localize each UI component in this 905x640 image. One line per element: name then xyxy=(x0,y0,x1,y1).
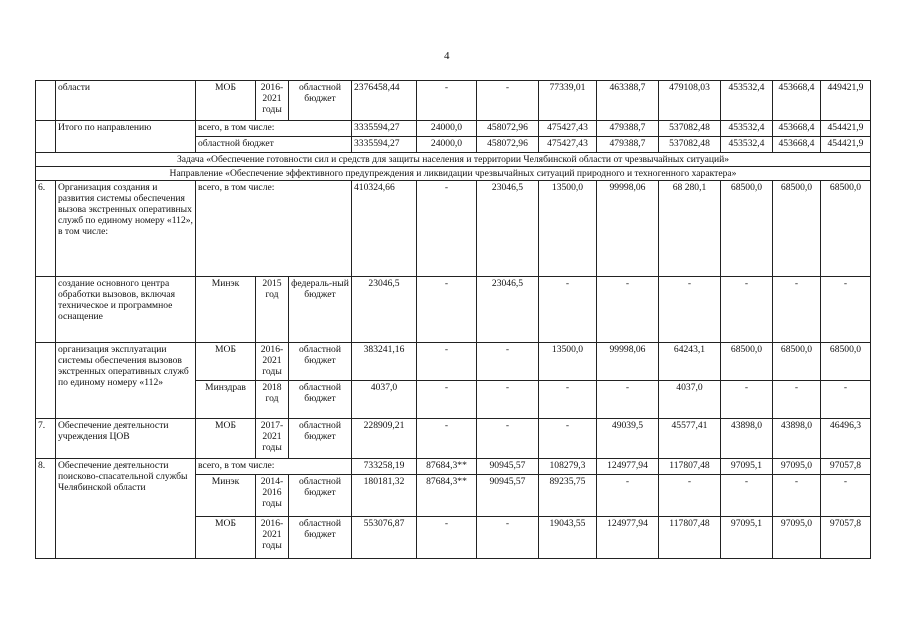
value-cell: - xyxy=(477,419,539,459)
row-name: создание основного центра обработки вызовов, включая техническое и программное оснащение xyxy=(56,277,196,343)
row-name: Итого по направлению xyxy=(56,121,196,153)
value-cell: - xyxy=(417,381,477,419)
value-cell: - xyxy=(821,277,871,343)
value-cell: 449421,9 xyxy=(821,81,871,121)
value-cell: - xyxy=(597,475,659,517)
value-cell: - xyxy=(539,277,597,343)
task-heading: Задача «Обеспечение готовности сил и средств для защиты населения и территории Челябинской области от чрезвычайных ситуаций» xyxy=(36,153,871,167)
value-cell: 453668,4 xyxy=(773,81,821,121)
value-cell: - xyxy=(773,475,821,517)
value-cell: - xyxy=(417,343,477,381)
row-name: Организация создания и развития системы обеспечения вызова экстренных оперативных служб по единому номеру «112», в том числе: xyxy=(56,181,196,277)
value-cell: - xyxy=(597,381,659,419)
funding-source: областной бюджет xyxy=(289,381,352,419)
value-cell: 19043,55 xyxy=(539,517,597,559)
value-cell: 68500,0 xyxy=(821,181,871,277)
value-cell: 453532,4 xyxy=(721,121,773,137)
value-cell: - xyxy=(417,277,477,343)
value-cell: 453668,4 xyxy=(773,121,821,137)
value-cell: 68500,0 xyxy=(821,343,871,381)
value-cell: 97095,0 xyxy=(773,459,821,475)
row-name: Обеспечение деятельности учреждения ЦОВ xyxy=(56,419,196,459)
value-cell: 43898,0 xyxy=(773,419,821,459)
value-cell: 24000,0 xyxy=(417,137,477,153)
value-cell: - xyxy=(417,517,477,559)
executor: Минэк xyxy=(196,277,256,343)
executor: МОБ xyxy=(196,419,256,459)
funding-label: всего, в том числе: xyxy=(196,181,352,277)
value-cell: - xyxy=(417,419,477,459)
value-cell: 68 280,1 xyxy=(659,181,721,277)
value-cell: 90945,57 xyxy=(477,475,539,517)
value-total: 383241,16 xyxy=(352,343,417,381)
value-total: 733258,19 xyxy=(352,459,417,475)
value-cell: 458072,96 xyxy=(477,137,539,153)
funding-source: областной бюджет xyxy=(289,81,352,121)
value-cell: 124977,94 xyxy=(597,517,659,559)
table-row xyxy=(36,343,871,381)
value-total: 410324,66 xyxy=(352,181,417,277)
value-cell: 68500,0 xyxy=(773,343,821,381)
value-cell: 475427,43 xyxy=(539,121,597,137)
direction-heading: Направление «Обеспечение эффективного предупреждения и ликвидации чрезвычайных ситуаций природного и техногенного характера» xyxy=(36,167,871,181)
executor: МОБ xyxy=(196,517,256,559)
value-cell: 13500,0 xyxy=(539,343,597,381)
value-total: 553076,87 xyxy=(352,517,417,559)
value-cell: 99998,06 xyxy=(597,181,659,277)
executor: МОБ xyxy=(196,81,256,121)
value-cell: 97095,0 xyxy=(773,517,821,559)
value-cell: - xyxy=(659,277,721,343)
value-cell: 46496,3 xyxy=(821,419,871,459)
value-cell: 458072,96 xyxy=(477,121,539,137)
value-cell: 454421,9 xyxy=(821,137,871,153)
years: 2017-2021 годы xyxy=(256,419,289,459)
value-total: 228909,21 xyxy=(352,419,417,459)
value-cell: 24000,0 xyxy=(417,121,477,137)
years: 2016-2021 годы xyxy=(256,343,289,381)
executor: Минздрав xyxy=(196,381,256,419)
row-name: области xyxy=(56,81,196,121)
value-cell: 90945,57 xyxy=(477,459,539,475)
value-cell: 537082,48 xyxy=(659,137,721,153)
value-cell: - xyxy=(597,277,659,343)
value-cell: - xyxy=(477,517,539,559)
page-number: 4 xyxy=(444,50,450,62)
value-cell: 453668,4 xyxy=(773,137,821,153)
value-cell: 97095,1 xyxy=(721,517,773,559)
value-cell: - xyxy=(417,181,477,277)
value-cell: - xyxy=(721,277,773,343)
value-total: 180181,32 xyxy=(352,475,417,517)
table-row xyxy=(36,121,871,137)
value-cell: 87684,3** xyxy=(417,459,477,475)
value-cell: 117807,48 xyxy=(659,459,721,475)
row-name: организация эксплуатации системы обеспечения вызовов экстренных оперативных служб по единому номеру «112» xyxy=(56,343,196,419)
value-cell: 45577,41 xyxy=(659,419,721,459)
funding-source: областной бюджет xyxy=(289,475,352,517)
years: 2018 год xyxy=(256,381,289,419)
value-cell: - xyxy=(821,475,871,517)
value-cell: 68500,0 xyxy=(773,181,821,277)
value-cell: - xyxy=(477,343,539,381)
value-cell: 97095,1 xyxy=(721,459,773,475)
value-cell: 117807,48 xyxy=(659,517,721,559)
value-total: 23046,5 xyxy=(352,277,417,343)
value-cell: - xyxy=(477,81,539,121)
funding-label: всего, в том числе: xyxy=(196,121,352,137)
direction-row xyxy=(36,167,871,181)
funding-source: областной бюджет xyxy=(289,419,352,459)
row-number xyxy=(36,81,56,121)
table-row xyxy=(36,459,871,475)
value-cell: 13500,0 xyxy=(539,181,597,277)
row-number: 7. xyxy=(36,419,56,459)
years: 2016-2021 годы xyxy=(256,81,289,121)
value-cell: 479388,7 xyxy=(597,121,659,137)
value-total: 3335594,27 xyxy=(352,137,417,153)
value-cell: 453532,4 xyxy=(721,81,773,121)
value-cell: 23046,5 xyxy=(477,277,539,343)
value-cell: 68500,0 xyxy=(721,343,773,381)
value-cell: - xyxy=(773,277,821,343)
row-number: 6. xyxy=(36,181,56,277)
value-cell: 97057,8 xyxy=(821,517,871,559)
value-cell: 49039,5 xyxy=(597,419,659,459)
row-number: 8. xyxy=(36,459,56,559)
value-cell: - xyxy=(539,381,597,419)
value-cell: 43898,0 xyxy=(721,419,773,459)
value-cell: 454421,9 xyxy=(821,121,871,137)
table-row xyxy=(36,81,871,121)
table-row xyxy=(36,419,871,459)
funding-source: федераль-ный бюджет xyxy=(289,277,352,343)
value-cell: - xyxy=(721,475,773,517)
table-row xyxy=(36,277,871,343)
value-cell: 4037,0 xyxy=(659,381,721,419)
value-cell: 475427,43 xyxy=(539,137,597,153)
value-cell: 87684,3** xyxy=(417,475,477,517)
funding-source: областной бюджет xyxy=(289,343,352,381)
executor: МОБ xyxy=(196,343,256,381)
value-cell: 23046,5 xyxy=(477,181,539,277)
value-total: 3335594,27 xyxy=(352,121,417,137)
executor: Минэк xyxy=(196,475,256,517)
years: 2015 год xyxy=(256,277,289,343)
value-cell: - xyxy=(417,81,477,121)
value-cell: 124977,94 xyxy=(597,459,659,475)
value-cell: - xyxy=(539,419,597,459)
value-cell: 453532,4 xyxy=(721,137,773,153)
value-cell: - xyxy=(477,381,539,419)
value-cell: 479108,03 xyxy=(659,81,721,121)
value-cell: - xyxy=(773,381,821,419)
value-cell: 77339,01 xyxy=(539,81,597,121)
table-row xyxy=(36,181,871,277)
funding-label: всего, в том числе: xyxy=(196,459,352,475)
value-cell: - xyxy=(659,475,721,517)
budget-table xyxy=(35,80,871,559)
funding-source: областной бюджет xyxy=(289,517,352,559)
row-name: Обеспечение деятельности поисково-спасательной службы Челябинской области xyxy=(56,459,196,559)
value-cell: - xyxy=(721,381,773,419)
value-cell: 479388,7 xyxy=(597,137,659,153)
value-cell: - xyxy=(821,381,871,419)
value-cell: 537082,48 xyxy=(659,121,721,137)
years: 2016-2021 годы xyxy=(256,517,289,559)
value-cell: 99998,06 xyxy=(597,343,659,381)
value-total: 4037,0 xyxy=(352,381,417,419)
value-cell: 68500,0 xyxy=(721,181,773,277)
value-cell: 463388,7 xyxy=(597,81,659,121)
task-row xyxy=(36,153,871,167)
value-cell: 89235,75 xyxy=(539,475,597,517)
value-total: 2376458,44 xyxy=(352,81,417,121)
value-cell: 108279,3 xyxy=(539,459,597,475)
funding-label: областной бюджет xyxy=(196,137,352,153)
years: 2014-2016 годы xyxy=(256,475,289,517)
value-cell: 97057,8 xyxy=(821,459,871,475)
value-cell: 64243,1 xyxy=(659,343,721,381)
